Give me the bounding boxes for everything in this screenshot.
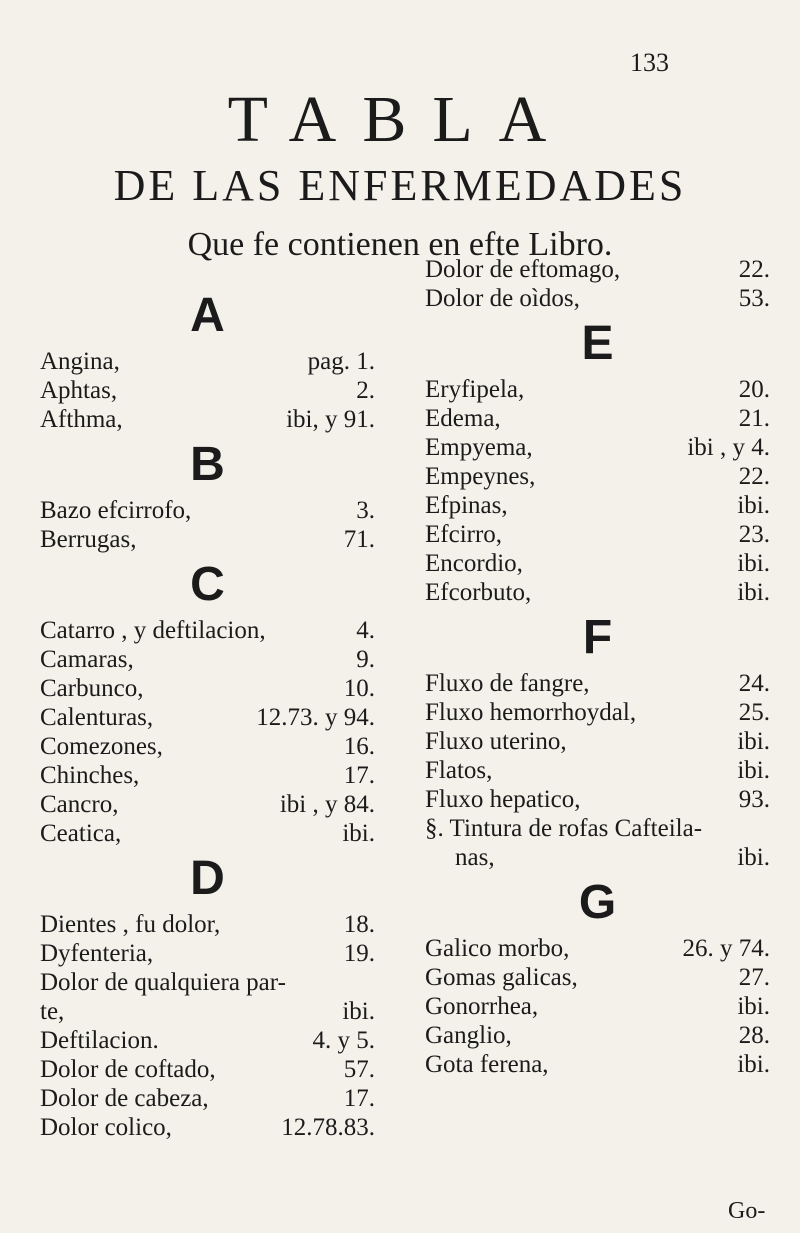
entry-name: Dolor de coftado, xyxy=(40,1056,216,1083)
index-entry xyxy=(425,963,770,992)
entry-name: Fluxo hemorrhoydal, xyxy=(425,699,637,726)
entry-page-ref: ibi. xyxy=(737,550,770,577)
entry-name: nas, xyxy=(455,844,495,871)
entry-page-ref: 3. xyxy=(356,497,375,524)
index-entry xyxy=(425,814,770,843)
entry-name: Empeynes, xyxy=(425,463,536,490)
entry-name: Chinches, xyxy=(40,762,140,789)
entry-name: Gomas galicas, xyxy=(425,964,578,991)
index-entry xyxy=(40,376,375,405)
index-entry xyxy=(40,819,375,848)
entry-page-ref: 26. y 74. xyxy=(682,935,770,962)
entry-name: Catarro , y deftilacion, xyxy=(40,617,266,644)
index-entry xyxy=(425,1021,770,1050)
entry-name: Fluxo hepatico, xyxy=(425,786,581,813)
index-entry xyxy=(40,674,375,703)
entry-page-ref: ibi. xyxy=(737,757,770,784)
entry-name: Ganglio, xyxy=(425,1022,512,1049)
entry-page-ref: 57. xyxy=(343,1056,375,1083)
entry-page-ref: 17. xyxy=(343,1085,375,1112)
index-entry xyxy=(40,732,375,761)
entry-page-ref: ibi, y 91. xyxy=(286,406,375,433)
entry-page-ref: 20. xyxy=(738,376,770,403)
entry-name: te, xyxy=(40,998,65,1025)
index-entry xyxy=(425,433,770,462)
section-letter: C xyxy=(190,558,225,611)
index-entry xyxy=(425,843,770,872)
entry-page-ref: ibi. xyxy=(342,998,375,1025)
index-entry xyxy=(425,375,770,404)
page-caption: Que fe contienen en efte Libro. xyxy=(187,226,613,263)
index-entry xyxy=(40,790,375,819)
entry-name: Gonorrhea, xyxy=(425,993,539,1020)
index-entry xyxy=(40,405,375,434)
entry-page-ref: 10. xyxy=(343,675,375,702)
entry-name: Comezones, xyxy=(40,733,163,760)
entry-name: §. Tintura de rofas Cafteila- xyxy=(425,815,703,842)
entry-name: Dientes , fu dolor, xyxy=(40,911,221,938)
index-entry xyxy=(425,934,770,963)
entry-page-ref: ibi. xyxy=(737,993,770,1020)
entry-page-ref: 27. xyxy=(738,964,770,991)
entry-page-ref: 12.78.83. xyxy=(281,1114,375,1141)
entry-name: Dolor de oìdos, xyxy=(425,285,580,312)
entry-name: Cancro, xyxy=(40,791,119,818)
entry-name: Aphtas, xyxy=(40,377,118,404)
entry-page-ref: 12.73. y 94. xyxy=(256,704,375,731)
entry-page-ref: 93. xyxy=(738,786,770,813)
entry-page-ref: 22. xyxy=(738,256,770,283)
entry-name: Fluxo de fangre, xyxy=(425,670,590,697)
entry-name: Dolor colico, xyxy=(40,1114,172,1141)
entry-page-ref: 4. xyxy=(356,617,375,644)
entry-name: Camaras, xyxy=(40,646,134,673)
entry-name: Dolor de eftomago, xyxy=(425,256,621,283)
index-entry xyxy=(40,1084,375,1113)
index-right-column xyxy=(425,255,770,1079)
entry-page-ref: 21. xyxy=(738,405,770,432)
entry-name: Ceatica, xyxy=(40,820,122,847)
entry-name: Gota ferena, xyxy=(425,1051,549,1078)
index-entry xyxy=(425,491,770,520)
entry-name: Carbunco, xyxy=(40,675,144,702)
entry-name: Efcorbuto, xyxy=(425,579,532,606)
entry-name: Berrugas, xyxy=(40,526,137,553)
entry-page-ref: ibi. xyxy=(737,728,770,755)
entry-name: Flatos, xyxy=(425,757,493,784)
entry-page-ref: 28. xyxy=(738,1022,770,1049)
index-entry xyxy=(40,1026,375,1055)
index-entry xyxy=(40,1055,375,1084)
index-entry xyxy=(40,997,375,1026)
entry-name: Deftilacion. xyxy=(40,1027,159,1054)
entry-name: Dolor de cabeza, xyxy=(40,1085,209,1112)
index-entry xyxy=(425,284,770,313)
section-letter: A xyxy=(190,289,225,342)
entry-page-ref: pag. 1. xyxy=(307,348,375,375)
entry-name: Angina, xyxy=(40,348,120,375)
index-entry xyxy=(40,1113,375,1142)
entry-name: Edema, xyxy=(425,405,501,432)
index-entry xyxy=(425,549,770,578)
index-entry xyxy=(425,756,770,785)
entry-page-ref: 24. xyxy=(738,670,770,697)
index-entry xyxy=(425,578,770,607)
entry-page-ref: 23. xyxy=(738,521,770,548)
index-entry xyxy=(40,645,375,674)
entry-name: Encordio, xyxy=(425,550,523,577)
section-letter: E xyxy=(581,317,614,370)
index-entry xyxy=(40,703,375,732)
section-letter: G xyxy=(578,876,617,929)
catchword: Go- xyxy=(728,1198,766,1224)
entry-name: Calenturas, xyxy=(40,704,154,731)
index-entry xyxy=(425,404,770,433)
index-entry xyxy=(425,669,770,698)
entry-page-ref: ibi. xyxy=(737,1051,770,1078)
entry-name: Fluxo uterino, xyxy=(425,728,567,755)
section-letter: B xyxy=(190,438,225,491)
entry-page-ref: ibi. xyxy=(737,844,770,871)
index-entry xyxy=(425,727,770,756)
entry-name: Dyfenteria, xyxy=(40,940,154,967)
entry-page-ref: 16. xyxy=(343,733,375,760)
entry-page-ref: 71. xyxy=(343,526,375,553)
entry-page-ref: ibi. xyxy=(737,492,770,519)
section-letter: D xyxy=(190,852,225,905)
index-entry xyxy=(40,968,375,997)
index-entry xyxy=(425,992,770,1021)
entry-name: Efcirro, xyxy=(425,521,503,548)
entry-name: Empyema, xyxy=(425,434,533,461)
entry-page-ref: ibi , y 84. xyxy=(279,791,375,818)
entry-name: Dolor de qualquiera par- xyxy=(40,969,286,996)
entry-page-ref: 2. xyxy=(356,377,375,404)
index-entry xyxy=(40,347,375,376)
entry-page-ref: 53. xyxy=(738,285,770,312)
entry-page-ref: 18. xyxy=(343,911,375,938)
index-entry xyxy=(40,525,375,554)
page-subtitle: DE LAS ENFERMEDADES xyxy=(113,161,687,210)
index-entry xyxy=(40,939,375,968)
index-entry xyxy=(40,496,375,525)
entry-page-ref: 4. y 5. xyxy=(312,1027,375,1054)
section-letter: F xyxy=(582,611,613,664)
index-entry xyxy=(425,785,770,814)
index-entry xyxy=(425,698,770,727)
entry-page-ref: ibi , y 4. xyxy=(687,434,770,461)
entry-page-ref: 17. xyxy=(343,762,375,789)
index-entry xyxy=(40,761,375,790)
entry-page-ref: 25. xyxy=(738,699,770,726)
entry-page-ref: 22. xyxy=(738,463,770,490)
entry-name: Efpinas, xyxy=(425,492,508,519)
index-entry xyxy=(425,520,770,549)
entry-page-ref: 9. xyxy=(356,646,375,673)
entry-page-ref: ibi. xyxy=(342,820,375,847)
entry-page-ref: 19. xyxy=(343,940,375,967)
index-entry xyxy=(425,462,770,491)
entry-name: Afthma, xyxy=(40,406,123,433)
index-entry xyxy=(425,255,770,284)
entry-page-ref: ibi. xyxy=(737,579,770,606)
entry-name: Bazo efcirrofo, xyxy=(40,497,192,524)
entry-name: Galico morbo, xyxy=(425,935,570,962)
entry-name: Eryfipela, xyxy=(425,376,525,403)
page-number: 133 xyxy=(630,48,669,77)
index-left-column xyxy=(40,285,375,1142)
page-title: TABLA xyxy=(227,83,573,156)
index-entry xyxy=(40,910,375,939)
index-entry xyxy=(425,1050,770,1079)
index-entry xyxy=(40,616,375,645)
